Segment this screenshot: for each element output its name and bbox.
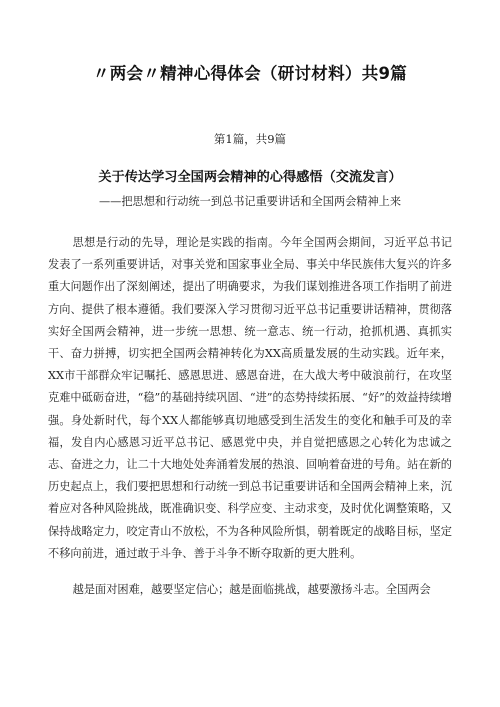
- paragraph: 思想是行动的先导，理论是实践的指南。今年全国两会期间，习近平总书记发表了一系列重要讲话，对事关党和国家事业全局、事关中华民族伟大复兴的许多重大问题作出了深刻阐述，提出了明确要求，为我们谋划推进各项工作指明了前进方向、提供了根本遵循。我们要深入学习贯彻习近平总书记重要讲话精神，贯彻落实好全国两会精神，进一步统一思想、统一意志、统一行动，抢抓机遇、真抓实干、奋力拼搏，切实把全国两会精神转化为XX高质量发展的生动实践。近年来，XX市干部群众牢记嘱托、感恩思进、感恩奋进，在大战大考中破浪前行，在攻坚克难中砥砺奋进，“稳”的基础持续巩固、“进”的态势持续拓展、“好”的效益持续增强。身处新时代，每个XX人都能够真切地感受到生活发生的变化和触手可及的幸福，发自内心感恩习近平总书记、感恩党中央，并自觉把感恩之心转化为忠诚之志、奋进之力，让二十大地处处奔涌着发展的热浪、回响着奋进的号角。站在新的历史起点上，我们要把思想和行动统一到总书记重要讲话和全国两会精神上来，沉着应对各种风险挑战，既准确识变、科学应变、主动求变，及时优化调整策略，又保持战略定力，咬定青山不放松，不为各种风险所惧，朝着既定的战略目标，坚定不移向前进，通过敢于斗争、善于斗争不断夺取新的更大胜利。: [48, 236, 452, 560]
- article-subtitle: ——把思想和行动统一到总书记重要讲话和全国两会精神上来: [98, 195, 402, 208]
- paragraph: 越是面对困难，越要坚定信心；越是面临挑战，越要激扬斗志。全国两会: [72, 583, 431, 597]
- article-title: 关于传达学习全国两会精神的心得感悟（交流发言）: [98, 170, 402, 185]
- part-label: 第1篇，共9篇: [213, 132, 287, 146]
- document-title: 〃两会〃精神心得体会（研讨材料）共9篇: [92, 64, 408, 83]
- article-body: [48, 232, 452, 615]
